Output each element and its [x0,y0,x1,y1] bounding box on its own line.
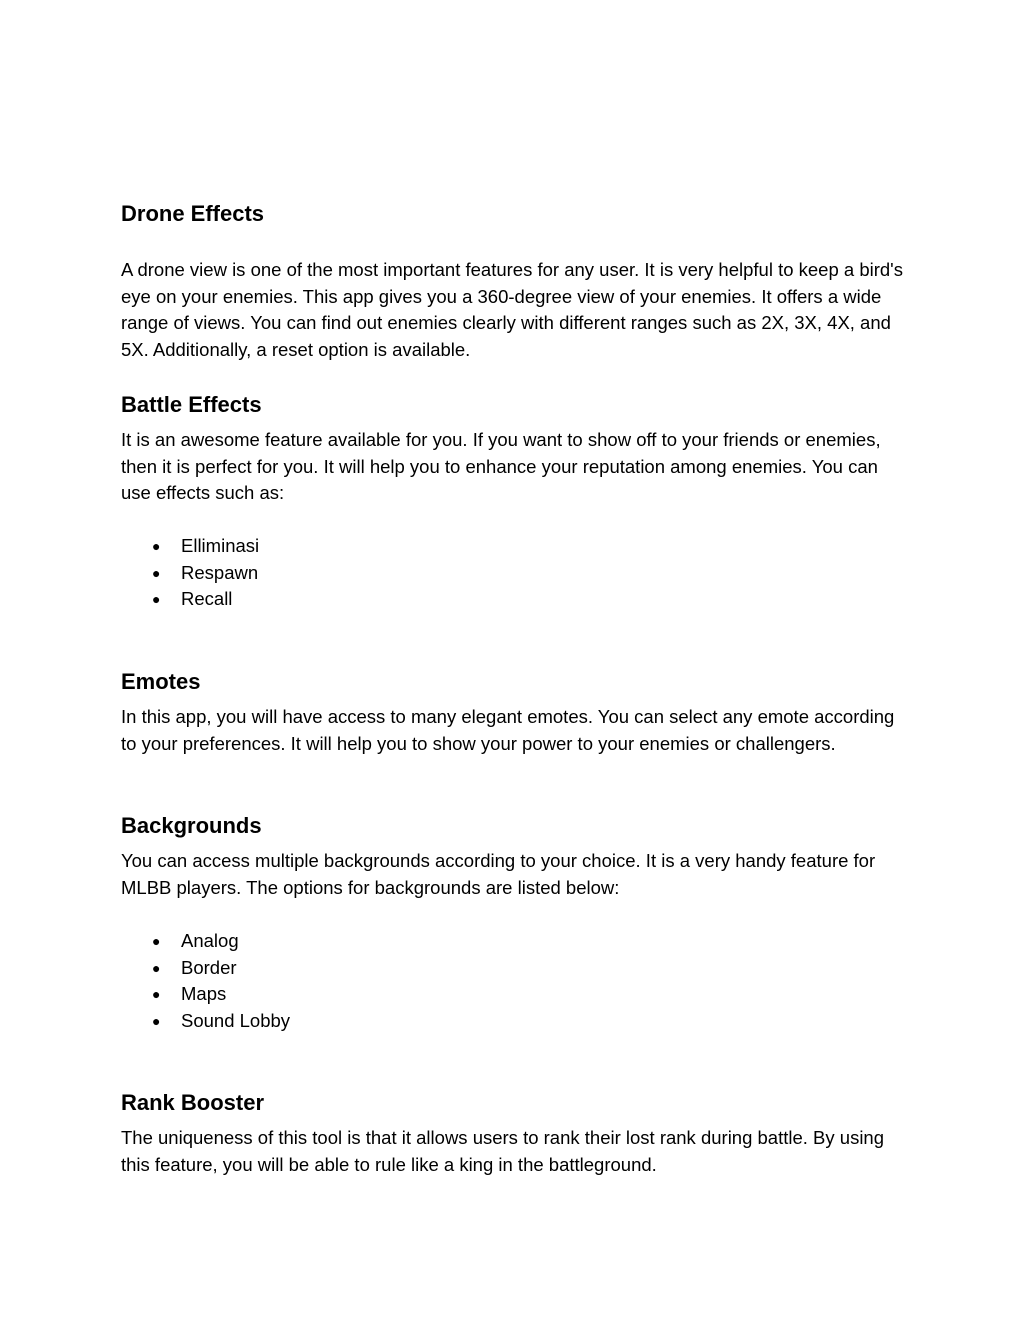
list-item [121,928,911,955]
list-item [121,1008,911,1035]
battle-effects-list [121,533,911,613]
section-rank-booster [121,1089,911,1117]
heading-drone-effects: Drone Effects [121,201,265,226]
list-item [121,533,911,560]
bullet-icon: ● [152,591,161,608]
bullet-list [121,928,911,1034]
heading-emotes: Emotes [121,669,201,694]
bullet-icon: ● [152,986,161,1003]
section-backgrounds-body [121,848,911,901]
list-item-label: Respawn [181,561,259,583]
bullet-icon: ● [152,959,161,976]
list-item-label: Recall [181,588,233,610]
section-backgrounds [121,812,911,840]
section-battle-effects [121,391,911,419]
section-drone-effects [121,200,911,228]
paragraph-rank-booster: The uniqueness of this tool is that it allows users to rank their lost rank during battle. By using this feature, you will be able to rule like a king in the battleground. [121,1127,885,1175]
paragraph-battle-effects: It is an awesome feature available for you. If you want to show off to your friends or enemies, then it is perfect for you. It will help you to enhance your reputation among enemies. You can use effects such as: [121,429,881,504]
paragraph-emotes: In this app, you will have access to many elegant emotes. You can select any emote according to your preferences. It will help you to show your power to your enemies or challengers. [121,706,895,754]
bullet-icon: ● [152,933,161,949]
bullet-icon: ● [152,538,161,554]
section-emotes-body [121,704,911,757]
section-emotes [121,668,911,696]
bullet-icon: ● [152,564,161,581]
list-item-label: Sound Lobby [181,1009,291,1031]
backgrounds-list [121,928,911,1034]
list-item-label: Elliminasi [181,535,260,556]
heading-battle-effects: Battle Effects [121,392,262,417]
list-item-label: Analog [181,930,239,951]
section-battle-effects-body [121,427,911,507]
list-item-label: Border [181,956,237,978]
list-item [121,586,911,613]
list-item [121,981,911,1008]
list-item-label: Maps [181,983,227,1005]
heading-backgrounds: Backgrounds [121,813,262,838]
paragraph-backgrounds: You can access multiple backgrounds according to your choice. It is a very handy feature for MLBB players. The options for backgrounds are listed below: [121,850,876,898]
list-item [121,560,911,587]
list-item [121,955,911,982]
heading-rank-booster: Rank Booster [121,1090,265,1115]
paragraph-drone-effects: A drone view is one of the most important features for any user. It is very helpful to keep a bird's eye on your enemies. This app gives you a 360-degree view of your enemies. It offers a wide range of views. You can find out enemies clearly with different ranges such as 2X, 3X, 4X, and 5X. Additionally, a reset option is available. [121,259,903,360]
bullet-list [121,533,911,613]
bullet-icon: ● [152,1012,161,1029]
section-rank-booster-body [121,1125,911,1178]
section-drone-effects-body [121,257,911,363]
